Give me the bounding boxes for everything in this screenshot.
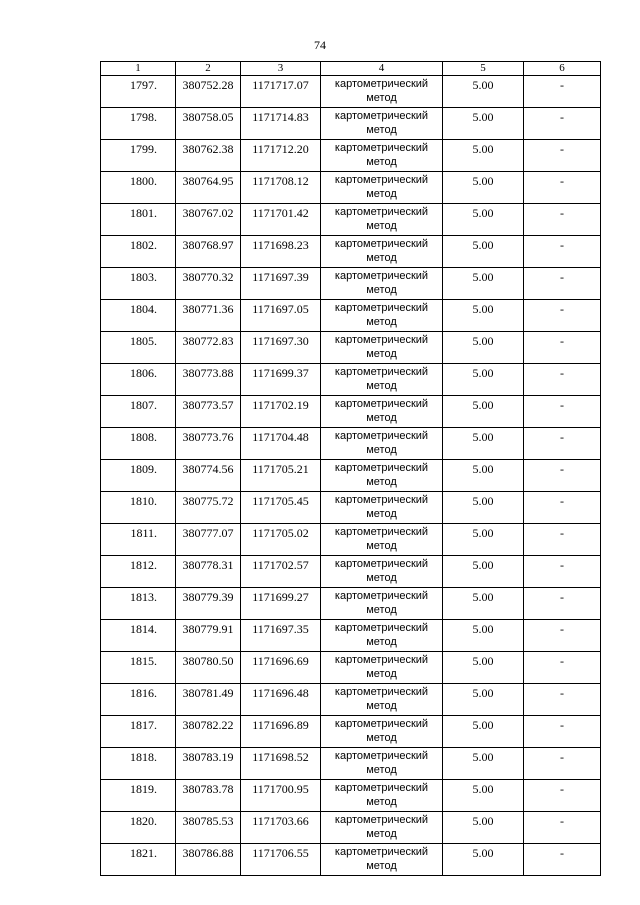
y-coordinate-cell: 1171717.07: [241, 76, 321, 108]
y-coordinate-cell: 1171702.57: [241, 556, 321, 588]
point-number-cell: 1797.: [101, 76, 176, 108]
point-number-cell: 1811.: [101, 524, 176, 556]
accuracy-cell: 5.00: [443, 460, 524, 492]
note-cell: -: [524, 204, 601, 236]
method-cell: [321, 396, 443, 428]
column-header: 3: [241, 62, 321, 76]
table-row: [101, 684, 601, 716]
x-coordinate-cell: 380772.83: [176, 332, 241, 364]
method-line-1: картометрический: [334, 398, 429, 410]
note-cell: -: [524, 460, 601, 492]
point-number-cell: 1808.: [101, 428, 176, 460]
method-line-1: картометрический: [334, 814, 429, 826]
note-cell: -: [524, 140, 601, 172]
note-cell: -: [524, 652, 601, 684]
method-cell: [321, 844, 443, 876]
accuracy-cell: 5.00: [443, 684, 524, 716]
table-row: [101, 332, 601, 364]
y-coordinate-cell: 1171705.02: [241, 524, 321, 556]
method-line-1: картометрический: [334, 302, 429, 314]
method-cell: [321, 620, 443, 652]
method-line-2: метод: [366, 380, 397, 392]
y-coordinate-cell: 1171703.66: [241, 812, 321, 844]
y-coordinate-cell: 1171705.45: [241, 492, 321, 524]
method-line-2: метод: [366, 604, 397, 616]
y-coordinate-cell: 1171706.55: [241, 844, 321, 876]
method-line-1: картометрический: [334, 526, 429, 538]
method-cell: [321, 428, 443, 460]
table-row: [101, 76, 601, 108]
x-coordinate-cell: 380778.31: [176, 556, 241, 588]
x-coordinate-cell: 380775.72: [176, 492, 241, 524]
method-cell: [321, 812, 443, 844]
note-cell: -: [524, 684, 601, 716]
method-cell: [321, 652, 443, 684]
accuracy-cell: 5.00: [443, 556, 524, 588]
method-line-1: картометрический: [334, 622, 429, 634]
method-line-2: метод: [366, 796, 397, 808]
point-number-cell: 1815.: [101, 652, 176, 684]
note-cell: -: [524, 812, 601, 844]
accuracy-cell: 5.00: [443, 204, 524, 236]
x-coordinate-cell: 380752.28: [176, 76, 241, 108]
x-coordinate-cell: 380783.78: [176, 780, 241, 812]
point-number-cell: 1817.: [101, 716, 176, 748]
point-number-cell: 1807.: [101, 396, 176, 428]
accuracy-cell: 5.00: [443, 364, 524, 396]
table-row: [101, 204, 601, 236]
method-cell: [321, 588, 443, 620]
method-cell: [321, 332, 443, 364]
method-line-1: картометрический: [334, 686, 429, 698]
y-coordinate-cell: 1171701.42: [241, 204, 321, 236]
column-header: 4: [321, 62, 443, 76]
accuracy-cell: 5.00: [443, 332, 524, 364]
method-line-2: метод: [366, 476, 397, 488]
method-cell: [321, 524, 443, 556]
table-header-row: [101, 62, 601, 76]
table-row: [101, 716, 601, 748]
method-line-1: картометрический: [334, 238, 429, 250]
table-row: [101, 652, 601, 684]
table-row: [101, 172, 601, 204]
method-line-2: метод: [366, 284, 397, 296]
note-cell: -: [524, 364, 601, 396]
table-row: [101, 364, 601, 396]
table-row: [101, 300, 601, 332]
point-number-cell: 1810.: [101, 492, 176, 524]
method-line-1: картометрический: [334, 270, 429, 282]
x-coordinate-cell: 380779.91: [176, 620, 241, 652]
table-body: [101, 76, 601, 876]
accuracy-cell: 5.00: [443, 428, 524, 460]
y-coordinate-cell: 1171698.52: [241, 748, 321, 780]
method-line-1: картометрический: [334, 334, 429, 346]
method-line-2: метод: [366, 540, 397, 552]
method-cell: [321, 556, 443, 588]
point-number-cell: 1812.: [101, 556, 176, 588]
accuracy-cell: 5.00: [443, 844, 524, 876]
x-coordinate-cell: 380781.49: [176, 684, 241, 716]
accuracy-cell: 5.00: [443, 620, 524, 652]
y-coordinate-cell: 1171696.89: [241, 716, 321, 748]
table-row: [101, 748, 601, 780]
point-number-cell: 1820.: [101, 812, 176, 844]
table-row: [101, 268, 601, 300]
method-line-2: метод: [366, 572, 397, 584]
method-cell: [321, 460, 443, 492]
method-line-1: картометрический: [334, 494, 429, 506]
point-number-cell: 1800.: [101, 172, 176, 204]
y-coordinate-cell: 1171700.95: [241, 780, 321, 812]
note-cell: -: [524, 524, 601, 556]
method-line-2: метод: [366, 412, 397, 424]
x-coordinate-cell: 380777.07: [176, 524, 241, 556]
accuracy-cell: 5.00: [443, 492, 524, 524]
column-header: 6: [524, 62, 601, 76]
method-line-2: метод: [366, 156, 397, 168]
point-number-cell: 1803.: [101, 268, 176, 300]
table-row: [101, 236, 601, 268]
x-coordinate-cell: 380768.97: [176, 236, 241, 268]
method-line-2: метод: [366, 732, 397, 744]
method-line-1: картометрический: [334, 846, 429, 858]
column-header: 2: [176, 62, 241, 76]
point-number-cell: 1805.: [101, 332, 176, 364]
note-cell: -: [524, 620, 601, 652]
method-line-2: метод: [366, 220, 397, 232]
note-cell: -: [524, 556, 601, 588]
method-cell: [321, 236, 443, 268]
accuracy-cell: 5.00: [443, 172, 524, 204]
note-cell: -: [524, 396, 601, 428]
note-cell: -: [524, 748, 601, 780]
accuracy-cell: 5.00: [443, 812, 524, 844]
note-cell: -: [524, 716, 601, 748]
method-cell: [321, 748, 443, 780]
point-number-cell: 1799.: [101, 140, 176, 172]
x-coordinate-cell: 380762.38: [176, 140, 241, 172]
y-coordinate-cell: 1171708.12: [241, 172, 321, 204]
page-number: 74: [314, 38, 326, 52]
method-line-1: картометрический: [334, 174, 429, 186]
point-number-cell: 1816.: [101, 684, 176, 716]
method-line-1: картометрический: [334, 142, 429, 154]
point-number-cell: 1821.: [101, 844, 176, 876]
method-cell: [321, 716, 443, 748]
table-row: [101, 780, 601, 812]
method-line-1: картометрический: [334, 206, 429, 218]
y-coordinate-cell: 1171712.20: [241, 140, 321, 172]
x-coordinate-cell: 380771.36: [176, 300, 241, 332]
y-coordinate-cell: 1171697.39: [241, 268, 321, 300]
note-cell: -: [524, 332, 601, 364]
table-row: [101, 140, 601, 172]
method-line-1: картометрический: [334, 590, 429, 602]
x-coordinate-cell: 380783.19: [176, 748, 241, 780]
accuracy-cell: 5.00: [443, 76, 524, 108]
note-cell: -: [524, 300, 601, 332]
table-row: [101, 428, 601, 460]
method-line-1: картометрический: [334, 558, 429, 570]
y-coordinate-cell: 1171696.48: [241, 684, 321, 716]
x-coordinate-cell: 380767.02: [176, 204, 241, 236]
method-cell: [321, 492, 443, 524]
point-number-cell: 1819.: [101, 780, 176, 812]
method-line-2: метод: [366, 668, 397, 680]
accuracy-cell: 5.00: [443, 588, 524, 620]
x-coordinate-cell: 380785.53: [176, 812, 241, 844]
y-coordinate-cell: 1171696.69: [241, 652, 321, 684]
point-number-cell: 1798.: [101, 108, 176, 140]
point-number-cell: 1818.: [101, 748, 176, 780]
accuracy-cell: 5.00: [443, 108, 524, 140]
point-number-cell: 1802.: [101, 236, 176, 268]
method-cell: [321, 204, 443, 236]
method-cell: [321, 76, 443, 108]
method-line-2: метод: [366, 316, 397, 328]
table-row: [101, 460, 601, 492]
point-number-cell: 1809.: [101, 460, 176, 492]
method-line-2: метод: [366, 92, 397, 104]
method-line-1: картометрический: [334, 750, 429, 762]
note-cell: -: [524, 588, 601, 620]
note-cell: -: [524, 492, 601, 524]
x-coordinate-cell: 380764.95: [176, 172, 241, 204]
y-coordinate-cell: 1171702.19: [241, 396, 321, 428]
method-cell: [321, 364, 443, 396]
method-cell: [321, 172, 443, 204]
note-cell: -: [524, 428, 601, 460]
x-coordinate-cell: 380780.50: [176, 652, 241, 684]
table-row: [101, 492, 601, 524]
method-line-2: метод: [366, 764, 397, 776]
method-line-2: метод: [366, 828, 397, 840]
note-cell: -: [524, 236, 601, 268]
method-cell: [321, 140, 443, 172]
y-coordinate-cell: 1171704.48: [241, 428, 321, 460]
point-number-cell: 1804.: [101, 300, 176, 332]
method-line-1: картометрический: [334, 654, 429, 666]
method-line-1: картометрический: [334, 782, 429, 794]
y-coordinate-cell: 1171699.37: [241, 364, 321, 396]
method-line-2: метод: [366, 444, 397, 456]
method-cell: [321, 780, 443, 812]
method-line-2: метод: [366, 252, 397, 264]
table-row: [101, 556, 601, 588]
table-row: [101, 108, 601, 140]
x-coordinate-cell: 380773.57: [176, 396, 241, 428]
note-cell: -: [524, 844, 601, 876]
table-row: [101, 844, 601, 876]
y-coordinate-cell: 1171714.83: [241, 108, 321, 140]
x-coordinate-cell: 380782.22: [176, 716, 241, 748]
note-cell: -: [524, 268, 601, 300]
note-cell: -: [524, 108, 601, 140]
accuracy-cell: 5.00: [443, 780, 524, 812]
method-line-2: метод: [366, 860, 397, 872]
note-cell: -: [524, 76, 601, 108]
method-line-1: картометрический: [334, 718, 429, 730]
y-coordinate-cell: 1171697.05: [241, 300, 321, 332]
y-coordinate-cell: 1171697.30: [241, 332, 321, 364]
y-coordinate-cell: 1171705.21: [241, 460, 321, 492]
column-header: 1: [101, 62, 176, 76]
method-line-2: метод: [366, 508, 397, 520]
point-number-cell: 1801.: [101, 204, 176, 236]
y-coordinate-cell: 1171698.23: [241, 236, 321, 268]
table-row: [101, 620, 601, 652]
method-line-1: картометрический: [334, 110, 429, 122]
table-row: [101, 812, 601, 844]
accuracy-cell: 5.00: [443, 716, 524, 748]
accuracy-cell: 5.00: [443, 652, 524, 684]
note-cell: -: [524, 172, 601, 204]
method-line-1: картометрический: [334, 430, 429, 442]
point-number-cell: 1806.: [101, 364, 176, 396]
x-coordinate-cell: 380758.05: [176, 108, 241, 140]
table-row: [101, 396, 601, 428]
accuracy-cell: 5.00: [443, 268, 524, 300]
method-cell: [321, 268, 443, 300]
x-coordinate-cell: 380774.56: [176, 460, 241, 492]
method-cell: [321, 300, 443, 332]
method-line-1: картометрический: [334, 78, 429, 90]
accuracy-cell: 5.00: [443, 300, 524, 332]
column-header: 5: [443, 62, 524, 76]
note-cell: -: [524, 780, 601, 812]
table-row: [101, 524, 601, 556]
point-number-cell: 1813.: [101, 588, 176, 620]
method-cell: [321, 108, 443, 140]
accuracy-cell: 5.00: [443, 236, 524, 268]
accuracy-cell: 5.00: [443, 396, 524, 428]
table-row: [101, 588, 601, 620]
method-cell: [321, 684, 443, 716]
method-line-2: метод: [366, 124, 397, 136]
method-line-1: картометрический: [334, 366, 429, 378]
method-line-2: метод: [366, 636, 397, 648]
x-coordinate-cell: 380770.32: [176, 268, 241, 300]
accuracy-cell: 5.00: [443, 140, 524, 172]
method-line-2: метод: [366, 188, 397, 200]
method-line-2: метод: [366, 700, 397, 712]
x-coordinate-cell: 380773.76: [176, 428, 241, 460]
point-number-cell: 1814.: [101, 620, 176, 652]
method-line-2: метод: [366, 348, 397, 360]
x-coordinate-cell: 380779.39: [176, 588, 241, 620]
accuracy-cell: 5.00: [443, 524, 524, 556]
y-coordinate-cell: 1171697.35: [241, 620, 321, 652]
x-coordinate-cell: 380773.88: [176, 364, 241, 396]
coordinates-table: [100, 61, 601, 876]
accuracy-cell: 5.00: [443, 748, 524, 780]
method-line-1: картометрический: [334, 462, 429, 474]
x-coordinate-cell: 380786.88: [176, 844, 241, 876]
y-coordinate-cell: 1171699.27: [241, 588, 321, 620]
